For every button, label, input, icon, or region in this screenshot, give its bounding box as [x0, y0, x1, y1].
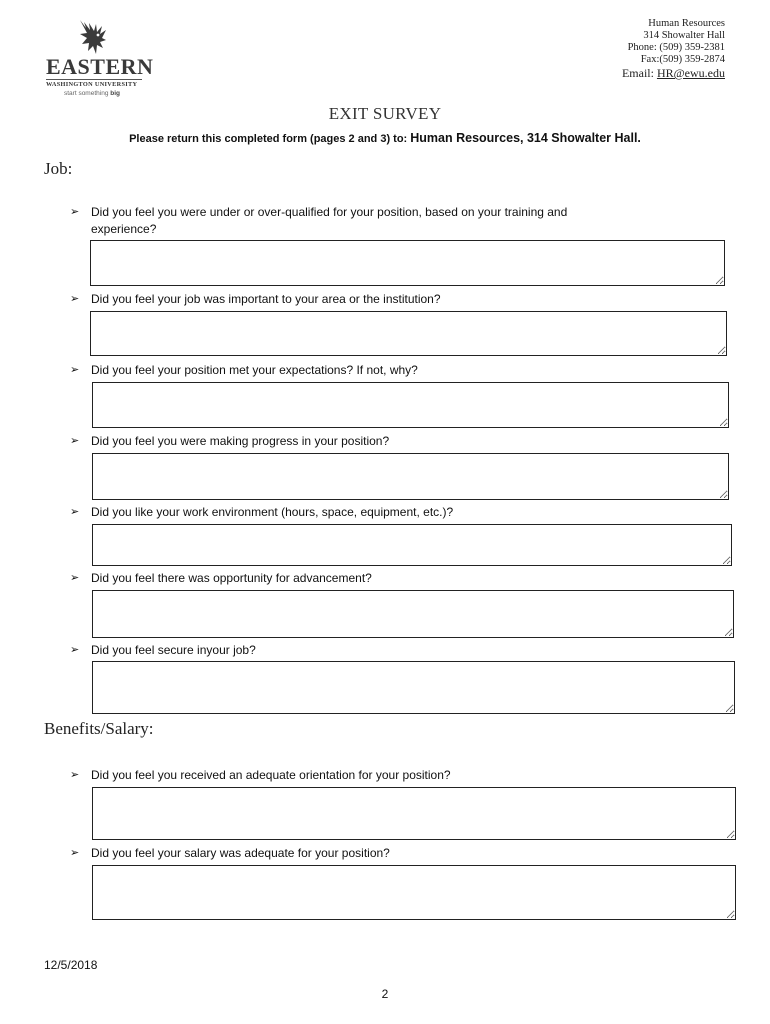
contact-department: Human Resources — [648, 18, 725, 29]
question-text: Did you feel you were making progress in your position? — [91, 434, 390, 448]
question-text: Did you like your work environment (hours, space, equipment, etc.)? — [91, 505, 454, 519]
logo-subtitle: WASHINGTON UNIVERSITY — [46, 81, 138, 88]
question-job-security — [70, 642, 690, 659]
question-job-important — [70, 291, 690, 308]
question-progress — [70, 433, 690, 450]
bullet-arrow-icon: ➢ — [70, 364, 80, 376]
section-heading-benefits: Benefits/Salary: — [44, 719, 154, 738]
question-text: Did you feel you received an adequate orientation for your position? — [91, 768, 451, 782]
answer-box-salary[interactable] — [92, 865, 736, 920]
bullet-arrow-icon: ➢ — [70, 847, 80, 859]
answer-box-progress[interactable] — [92, 453, 729, 500]
email-link[interactable]: HR@ewu.edu — [656, 66, 725, 80]
bullet-arrow-icon: ➢ — [70, 293, 80, 305]
answer-box-job-important[interactable] — [90, 311, 727, 356]
answer-box-expectations[interactable] — [92, 382, 729, 428]
question-salary — [70, 845, 690, 862]
answer-box-job-security[interactable] — [92, 661, 735, 714]
question-expectations — [70, 362, 690, 379]
eagle-icon — [76, 18, 112, 58]
question-text: Did you feel you were under or over-qualified for your position, based on your training and experience? — [91, 205, 568, 236]
answer-box-advancement[interactable] — [92, 590, 734, 638]
bullet-arrow-icon: ➢ — [70, 435, 80, 447]
question-text: Did you feel your job was important to your area or the institution? — [91, 292, 441, 306]
bullet-arrow-icon: ➢ — [70, 644, 80, 656]
logo-wordmark: EASTERN — [46, 54, 154, 79]
question-advancement — [70, 570, 690, 587]
section-heading-job: Job: — [44, 159, 73, 178]
contact-phone: Phone: (509) 359-2381 — [627, 42, 725, 53]
logo-tagline: start something big — [64, 90, 120, 97]
bullet-arrow-icon: ➢ — [70, 769, 80, 781]
logo-divider — [46, 79, 142, 80]
question-work-environment — [70, 504, 690, 521]
contact-email-label: Email: — [621, 66, 654, 80]
question-text: Did you feel secure inyour job? — [91, 643, 256, 657]
contact-email-row — [622, 66, 725, 80]
contact-fax: Fax:(509) 359-2874 — [640, 54, 725, 65]
university-logo — [44, 18, 154, 98]
bullet-arrow-icon: ➢ — [70, 572, 80, 584]
bullet-arrow-icon: ➢ — [70, 506, 80, 518]
bullet-arrow-icon: ➢ — [70, 206, 80, 218]
contact-block — [622, 18, 725, 80]
answer-box-orientation[interactable] — [92, 787, 736, 840]
footer-date: 12/5/2018 — [44, 958, 98, 972]
question-orientation — [70, 767, 690, 784]
question-text: Did you feel your position met your expectations? If not, why? — [91, 363, 418, 377]
page-number: 2 — [381, 987, 389, 1001]
page-title: EXIT SURVEY — [328, 104, 442, 123]
question-text: Did you feel your salary was adequate for your position? — [91, 846, 390, 860]
answer-box-work-environment[interactable] — [92, 524, 732, 566]
answer-box-qualified[interactable] — [90, 240, 725, 286]
contact-address: 314 Showalter Hall — [643, 30, 725, 41]
question-qualified — [70, 204, 690, 238]
return-instructions: Please return this completed form (pages 2 and 3) to: Human Resources, 314 Showalter Hall. — [129, 131, 641, 145]
question-text: Did you feel there was opportunity for advancement? — [91, 571, 372, 585]
